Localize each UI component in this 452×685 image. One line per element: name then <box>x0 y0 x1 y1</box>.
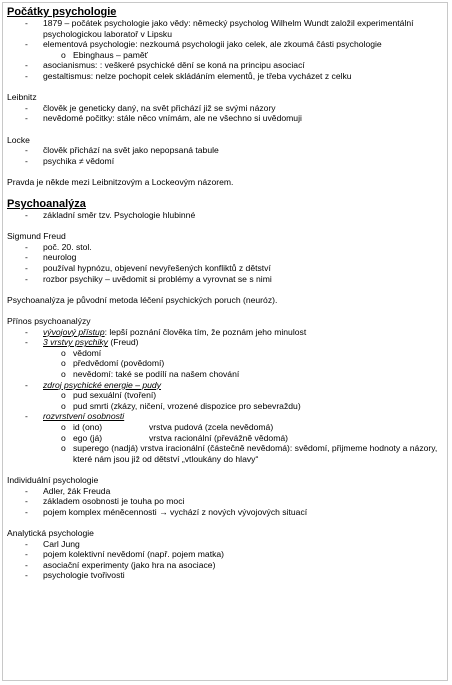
document-page <box>2 2 448 681</box>
bullet-dash: - <box>25 379 28 390</box>
list-item <box>7 60 441 71</box>
sub-list-item <box>7 433 441 444</box>
list-item <box>7 560 441 571</box>
term-description: (Freud) <box>107 337 139 348</box>
bullet-dash: - <box>25 102 28 113</box>
spacer <box>7 517 441 528</box>
spacer <box>7 221 441 232</box>
heading-sigmund-freud: Sigmund Freud <box>7 231 66 242</box>
term-rozvrstveni-osobnosti: rozvrstvení osobnosti <box>43 411 125 422</box>
list-item-text: nevědomé počitky: stále něco vnímám, ale ne všechno si uvědomuji <box>43 113 302 124</box>
bullet-circle: o <box>61 49 66 60</box>
sub-list-item-text: pud sexuální (tvoření) <box>73 390 157 401</box>
bullet-circle: o <box>61 347 66 358</box>
bullet-dash: - <box>25 411 28 422</box>
bullet-dash: - <box>25 549 28 560</box>
list-item <box>7 263 441 274</box>
bullet-dash: - <box>25 273 28 284</box>
sub-list-item-text: nevědomí: také se podílí na našem chování <box>73 369 240 379</box>
sub-list-item <box>7 50 441 61</box>
paragraph-pravda: Pravda je někde mezi Leibnitzovým a Lockeovým názorem. <box>7 176 234 187</box>
list-item <box>7 411 441 422</box>
bullet-dash: - <box>25 263 28 274</box>
heading-psychoanalyza: Psychoanalýza <box>7 198 86 211</box>
sub-list-item-text: předvědomí (povědomí) <box>73 358 165 369</box>
list-item-text: pojem komplex méněcennosti → vychází z nových vývojových situací <box>43 506 308 517</box>
list-item-text: elementová psychologie: nezkoumá psychologii jako celek, ale zkoumá části psychologie <box>43 39 382 50</box>
list-item <box>7 539 441 550</box>
spacer <box>7 166 441 177</box>
list-item <box>7 71 441 82</box>
list-item <box>7 380 441 391</box>
list-item-text: Adler, žák Freuda <box>43 485 111 496</box>
heading-locke: Locke <box>7 134 30 145</box>
heading-prinos-psychoanalyzy: Přínos psychoanalýzy <box>7 316 91 327</box>
list-item <box>7 145 441 156</box>
heading-analyticka-psychologie: Analytická psychologie <box>7 527 94 538</box>
bullet-dash: - <box>25 70 28 81</box>
sub-list-item <box>7 358 441 369</box>
list-item <box>7 18 441 39</box>
bullet-circle: o <box>61 390 66 401</box>
list-item <box>7 113 441 124</box>
bullet-circle: o <box>61 421 66 432</box>
layer-description: vrstva iracionální (částečně nevědomá): svědomí, přijmeme hodnoty a názory, které nám jsou již od dětství „vtloukány do hlavy“ <box>73 443 438 464</box>
document-content <box>7 6 441 581</box>
bullet-dash: - <box>25 155 28 166</box>
bullet-circle: o <box>61 432 66 443</box>
list-item-text: základem osobnosti je touha po moci <box>43 496 185 507</box>
spacer <box>7 464 441 475</box>
term-description: : lepší poznání člověka tím, že poznám jeho minulost <box>104 326 307 337</box>
list-item <box>7 486 441 497</box>
list-item-text: člověk je geneticky daný, na svět přichází již se svými názory <box>43 102 276 113</box>
sub-list-item <box>7 369 441 380</box>
list-item <box>7 242 441 253</box>
bullet-dash: - <box>25 113 28 124</box>
bullet-dash: - <box>25 241 28 252</box>
layer-name: superego (nadjá) <box>73 443 138 454</box>
bullet-dash: - <box>25 337 28 348</box>
sub-list-item-text <box>73 433 441 444</box>
list-item-text <box>43 327 441 338</box>
heading-individualni-psychologie: Individuální psychologie <box>7 474 99 485</box>
bullet-dash: - <box>25 559 28 570</box>
bullet-dash: - <box>25 39 28 50</box>
list-item <box>7 39 441 50</box>
list-item <box>7 570 441 581</box>
bullet-dash: - <box>25 538 28 549</box>
bullet-dash: - <box>25 145 28 156</box>
bullet-dash: - <box>25 496 28 507</box>
spacer <box>7 82 441 93</box>
list-item <box>7 156 441 167</box>
list-item-text: asociační experimenty (jako hra na asociace) <box>43 559 216 570</box>
layer-name: id (ono) <box>73 421 103 432</box>
sub-list-item <box>7 401 441 412</box>
term-vrstvy-psychiky: 3 vrstvy psychiky <box>43 337 108 348</box>
sub-list-item-text: Ebinghaus – paměť <box>73 49 148 60</box>
layer-name: ego (já) <box>73 432 103 443</box>
bullet-dash: - <box>25 506 28 517</box>
bullet-circle: o <box>61 369 66 379</box>
list-item <box>7 549 441 560</box>
sub-list-item-text: vědomí <box>73 347 102 358</box>
sub-list-item-text: pud smrti (zkázy, ničení, vrozené dispozice pro sebevraždu) <box>73 400 301 411</box>
sub-list-item <box>7 390 441 401</box>
bullet-dash: - <box>25 60 28 71</box>
spacer <box>7 305 441 316</box>
list-item <box>7 210 441 221</box>
list-item <box>7 274 441 285</box>
layer-description: vrstva racionální (převážně vědomá) <box>149 432 288 443</box>
list-item-text: rozbor psychiky – uvědomit si problémy a vyrovnat se s nimi <box>43 273 272 284</box>
list-item <box>7 252 441 263</box>
list-item-text: Carl Jung <box>43 538 80 549</box>
list-item <box>7 103 441 114</box>
list-item-text: psychologie tvořivosti <box>43 570 125 581</box>
term-zdroj-energie: zdroj psychické energie – pudy <box>43 379 161 390</box>
spacer <box>7 188 441 199</box>
list-item <box>7 507 441 518</box>
bullet-dash: - <box>25 570 28 581</box>
list-item-text: asocianismus: : veškeré psychické dění se koná na principu asociací <box>43 60 305 71</box>
sub-list-item-text <box>73 422 441 433</box>
list-item-text: neurolog <box>43 252 77 263</box>
paragraph-metoda: Psychoanalýza je původní metoda léčení psychických poruch (neuróz). <box>7 294 278 305</box>
sub-list-item-text <box>73 443 441 464</box>
term-vyvojovy-pristup: vývojový přístup <box>43 326 105 337</box>
spacer <box>7 284 441 295</box>
bullet-dash: - <box>25 326 28 337</box>
heading-leibnitz: Leibnitz <box>7 92 37 103</box>
list-item-text: 1879 – počátek psychologie jako vědy: německý psycholog Wilhelm Wundt založil experimentální psychologickou laboratoř v Lipsku <box>43 18 414 39</box>
bullet-dash: - <box>25 252 28 263</box>
list-item-text: gestaltismus: nelze pochopit celek skládáním elementů, je třeba vycházet z celku <box>43 70 352 81</box>
list-item-text: psychika ≠ vědomí <box>43 155 115 166</box>
spacer <box>7 124 441 135</box>
sub-list-item <box>7 443 441 464</box>
bullet-dash: - <box>25 18 28 28</box>
list-item <box>7 496 441 507</box>
list-item-text: používal hypnózu, objevení nevyřešených konfliktů z dětství <box>43 263 271 274</box>
bullet-circle: o <box>61 443 66 454</box>
list-item <box>7 337 441 348</box>
list-item-text: člověk přichází na svět jako nepopsaná tabule <box>43 145 219 156</box>
sub-list-item <box>7 348 441 359</box>
list-item-text: poč. 20. stol. <box>43 241 92 252</box>
layer-description: vrstva pudová (zcela nevědomá) <box>149 421 274 432</box>
list-item-text: pojem kolektivní nevědomí (např. pojem matka) <box>43 549 225 560</box>
list-item <box>7 327 441 338</box>
bullet-circle: o <box>61 400 66 411</box>
bullet-circle: o <box>61 358 66 369</box>
heading-pocatky-psychologie: Počátky psychologie <box>7 6 117 18</box>
list-item-text: základní směr tzv. Psychologie hlubinné <box>43 210 196 221</box>
list-item-text <box>43 337 441 348</box>
sub-list-item <box>7 422 441 433</box>
bullet-dash: - <box>25 485 28 496</box>
bullet-dash: - <box>25 210 28 221</box>
